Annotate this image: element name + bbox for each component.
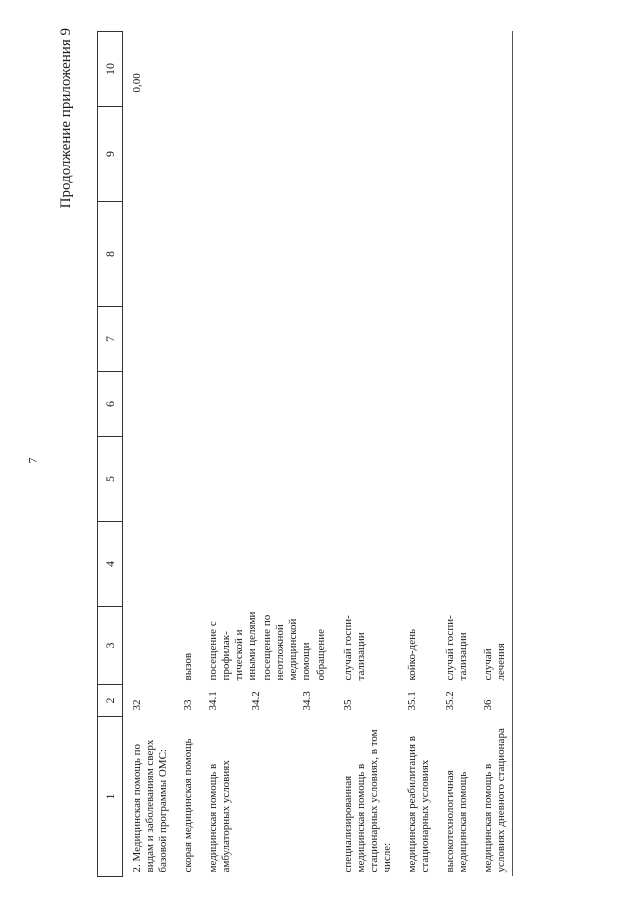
empty-cell xyxy=(199,522,334,607)
table-row xyxy=(123,32,175,877)
row-value: 0,00 xyxy=(131,73,143,93)
table-row xyxy=(199,32,334,877)
row-value xyxy=(474,32,513,107)
empty-cell xyxy=(123,522,175,607)
row-unit: койко-день xyxy=(406,628,418,681)
header-row xyxy=(98,32,123,877)
empty-cell xyxy=(398,372,436,437)
column-header: 8 xyxy=(98,202,123,307)
column-header: 2 xyxy=(98,685,123,717)
row-value xyxy=(174,32,199,107)
table-row xyxy=(436,32,474,877)
column-header: 5 xyxy=(98,437,123,522)
table-rotated-content xyxy=(97,32,594,877)
empty-cell xyxy=(174,107,199,202)
table-row xyxy=(474,32,513,877)
continuation-label-wrap xyxy=(58,28,78,278)
row-value xyxy=(199,32,334,107)
rotated-table-frame xyxy=(97,32,594,877)
empty-cell xyxy=(334,437,398,522)
empty-cell xyxy=(334,307,398,372)
empty-cell xyxy=(436,107,474,202)
row-unit: случай госпи-тализации xyxy=(342,615,367,681)
table-row xyxy=(174,32,199,877)
row-unit: обращение xyxy=(315,629,327,681)
row-code: 34.3 xyxy=(301,691,313,711)
empty-cell xyxy=(436,307,474,372)
row-unit: случай госпи-тализации xyxy=(444,615,469,681)
empty-cell xyxy=(199,107,334,202)
row-unit: вызов xyxy=(182,652,194,681)
empty-cell xyxy=(398,107,436,202)
row-value xyxy=(334,32,398,107)
row-unit: случай лечения xyxy=(474,607,513,685)
row-value xyxy=(436,32,474,107)
empty-cell xyxy=(334,372,398,437)
empty-cell xyxy=(474,202,513,307)
column-header: 3 xyxy=(98,607,123,685)
row-code: 34.2 xyxy=(250,691,262,711)
row-name: специализированная медицинская помощь в стационарных условиях, в том числе: xyxy=(342,729,393,873)
row-code: 35.1 xyxy=(406,691,418,711)
empty-cell xyxy=(123,307,175,372)
column-header: 4 xyxy=(98,522,123,607)
empty-cell xyxy=(436,437,474,522)
empty-cell xyxy=(474,307,513,372)
row-code: 36 xyxy=(474,685,513,717)
empty-cell xyxy=(398,307,436,372)
row-name: 2. Медицинская помощь по видам и заболеваниям сверх базовой программы ОМС: xyxy=(131,739,169,873)
row-codes xyxy=(199,685,334,717)
row-code: 34.1 xyxy=(207,691,219,711)
empty-cell xyxy=(199,372,334,437)
empty-cell xyxy=(398,437,436,522)
table-row xyxy=(398,32,436,877)
empty-cell xyxy=(174,522,199,607)
row-name: медицинская помощь в амбулаторных условиях xyxy=(207,760,232,873)
empty-cell xyxy=(474,522,513,607)
empty-cell xyxy=(199,437,334,522)
continuation-label: Продолжение приложения 9 xyxy=(58,28,74,209)
column-header: 6 xyxy=(98,372,123,437)
empty-cell xyxy=(398,522,436,607)
empty-cell xyxy=(474,107,513,202)
empty-cell xyxy=(334,202,398,307)
row-value xyxy=(398,32,436,107)
empty-cell xyxy=(334,107,398,202)
row-name: медицинская помощь в условиях дневного стационара xyxy=(474,717,513,877)
empty-cell xyxy=(199,202,334,307)
row-name: скорая медицинская помощь xyxy=(182,738,194,873)
data-table xyxy=(97,31,513,877)
row-unit: посещение с профилак-тической и иными целями xyxy=(207,611,258,681)
column-header: 9 xyxy=(98,107,123,202)
empty-cell xyxy=(436,372,474,437)
empty-cell xyxy=(123,107,175,202)
empty-cell xyxy=(398,202,436,307)
row-unit xyxy=(123,607,175,685)
empty-cell xyxy=(123,372,175,437)
empty-cell xyxy=(334,522,398,607)
column-header: 1 xyxy=(98,717,123,877)
empty-cell xyxy=(123,437,175,522)
row-name: высокотехнологичная медицинская помощь xyxy=(444,770,469,873)
empty-cell xyxy=(174,372,199,437)
empty-cell xyxy=(474,437,513,522)
empty-cell xyxy=(174,307,199,372)
row-code: 33 xyxy=(182,699,194,711)
empty-cell xyxy=(199,307,334,372)
empty-cell xyxy=(174,437,199,522)
empty-cell xyxy=(474,372,513,437)
row-unit: посещение по неотложной медицинской помощи xyxy=(261,614,312,681)
column-header: 7 xyxy=(98,307,123,372)
page-number: 7 xyxy=(25,457,40,464)
empty-cell xyxy=(123,202,175,307)
empty-cell xyxy=(174,202,199,307)
row-code: 32 xyxy=(131,699,143,711)
table-row xyxy=(334,32,398,877)
row-code: 35.2 xyxy=(444,691,456,711)
empty-cell xyxy=(436,202,474,307)
row-name: медицинская реабилитация в стационарных условиях xyxy=(406,736,431,873)
empty-cell xyxy=(436,522,474,607)
column-header: 10 xyxy=(98,32,123,107)
row-code: 35 xyxy=(342,699,354,711)
row-units xyxy=(199,607,334,685)
